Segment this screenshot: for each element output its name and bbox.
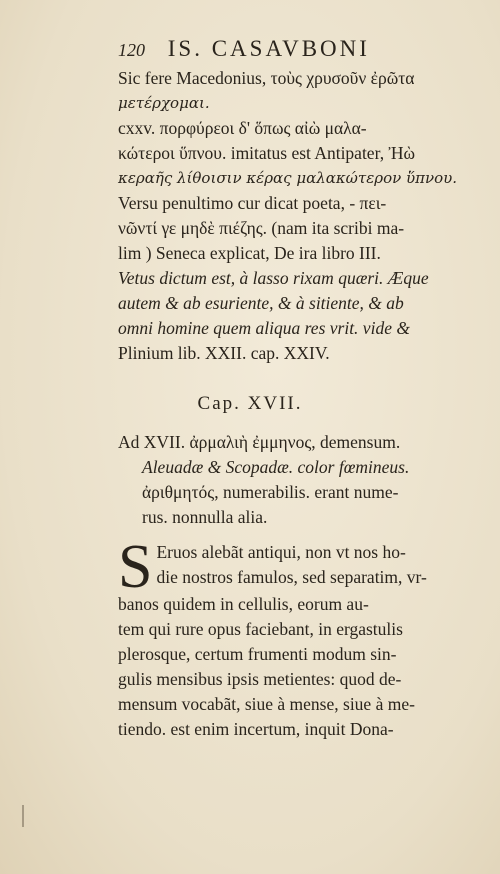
text-line: Versu penultimo cur dicat poeta, - πει-	[118, 193, 387, 213]
text-line: μετέρχομαι.	[118, 94, 210, 112]
running-header	[118, 36, 448, 62]
text-line: die nostros famulos, sed separatim, vr-	[156, 567, 427, 587]
text-line: cxxv. πορφύρεοι δ' ὅπως αἰὼ μαλα-	[118, 118, 367, 138]
text-line: mensum vocabãt, siue à mense, siue à me-	[118, 694, 415, 714]
commentary-block-2	[118, 430, 470, 530]
text-line: plerosque, certum frumenti modum sin-	[118, 644, 397, 664]
text-line: κεραῆς λίθοισιν κέρας μαλακώτερον ὕπνου.	[118, 169, 458, 187]
main-text-block	[118, 533, 470, 742]
commentary-block-1	[118, 66, 470, 366]
text-line: Vetus dictum est, à lasso rixam quæri. Æque	[118, 268, 429, 288]
text-line: νῶντί γε μηδὲ πιέζης. (nam ita scribi ma-	[118, 218, 405, 238]
text-line: banos quidem in cellulis, eorum au-	[118, 594, 369, 614]
text-line: tiendo. est enim incertum, inquit Dona-	[118, 719, 394, 739]
text-line: Eruos alebãt antiqui, non vt nos ho-	[156, 542, 406, 562]
text-line: lim ) Seneca explicat, De ira libro III.	[118, 243, 381, 263]
text-line: ἀριθμητός, numerabilis. erant nume-	[142, 482, 399, 502]
drop-capital: S	[118, 533, 153, 601]
running-head: IS. CASAVBONI	[167, 36, 370, 61]
text-line: Ad XVII. ἀρμαλιὴ ἐμμηνος, demensum.	[118, 432, 401, 452]
chapter-heading: Cap. XVII.	[197, 393, 303, 414]
text-line: tem qui rure opus faciebant, in ergastulis	[118, 619, 403, 639]
text-line: κώτεροι ὕπνου. imitatus est Antipater, Ἠὼ	[118, 143, 416, 163]
text-line: omni homine quem aliqua res vrit. vide &	[118, 318, 410, 338]
margin-mark	[22, 805, 24, 827]
text-line: rus. nonnulla alia.	[142, 507, 268, 527]
page-number: 120	[118, 40, 145, 60]
text-line: gulis mensibus ipsis metientes: quod de-	[118, 669, 402, 689]
text-line: Aleuadæ & Scopadæ. color fœmineus.	[142, 457, 410, 477]
text-line: Sic fere Macedonius, τοὺς χρυσοῦν ἐρῶτα	[118, 68, 415, 88]
text-line: Plinium lib. XXII. cap. XXIV.	[118, 343, 330, 363]
text-line: autem & ab esuriente, & à sitiente, & ab	[118, 293, 404, 313]
